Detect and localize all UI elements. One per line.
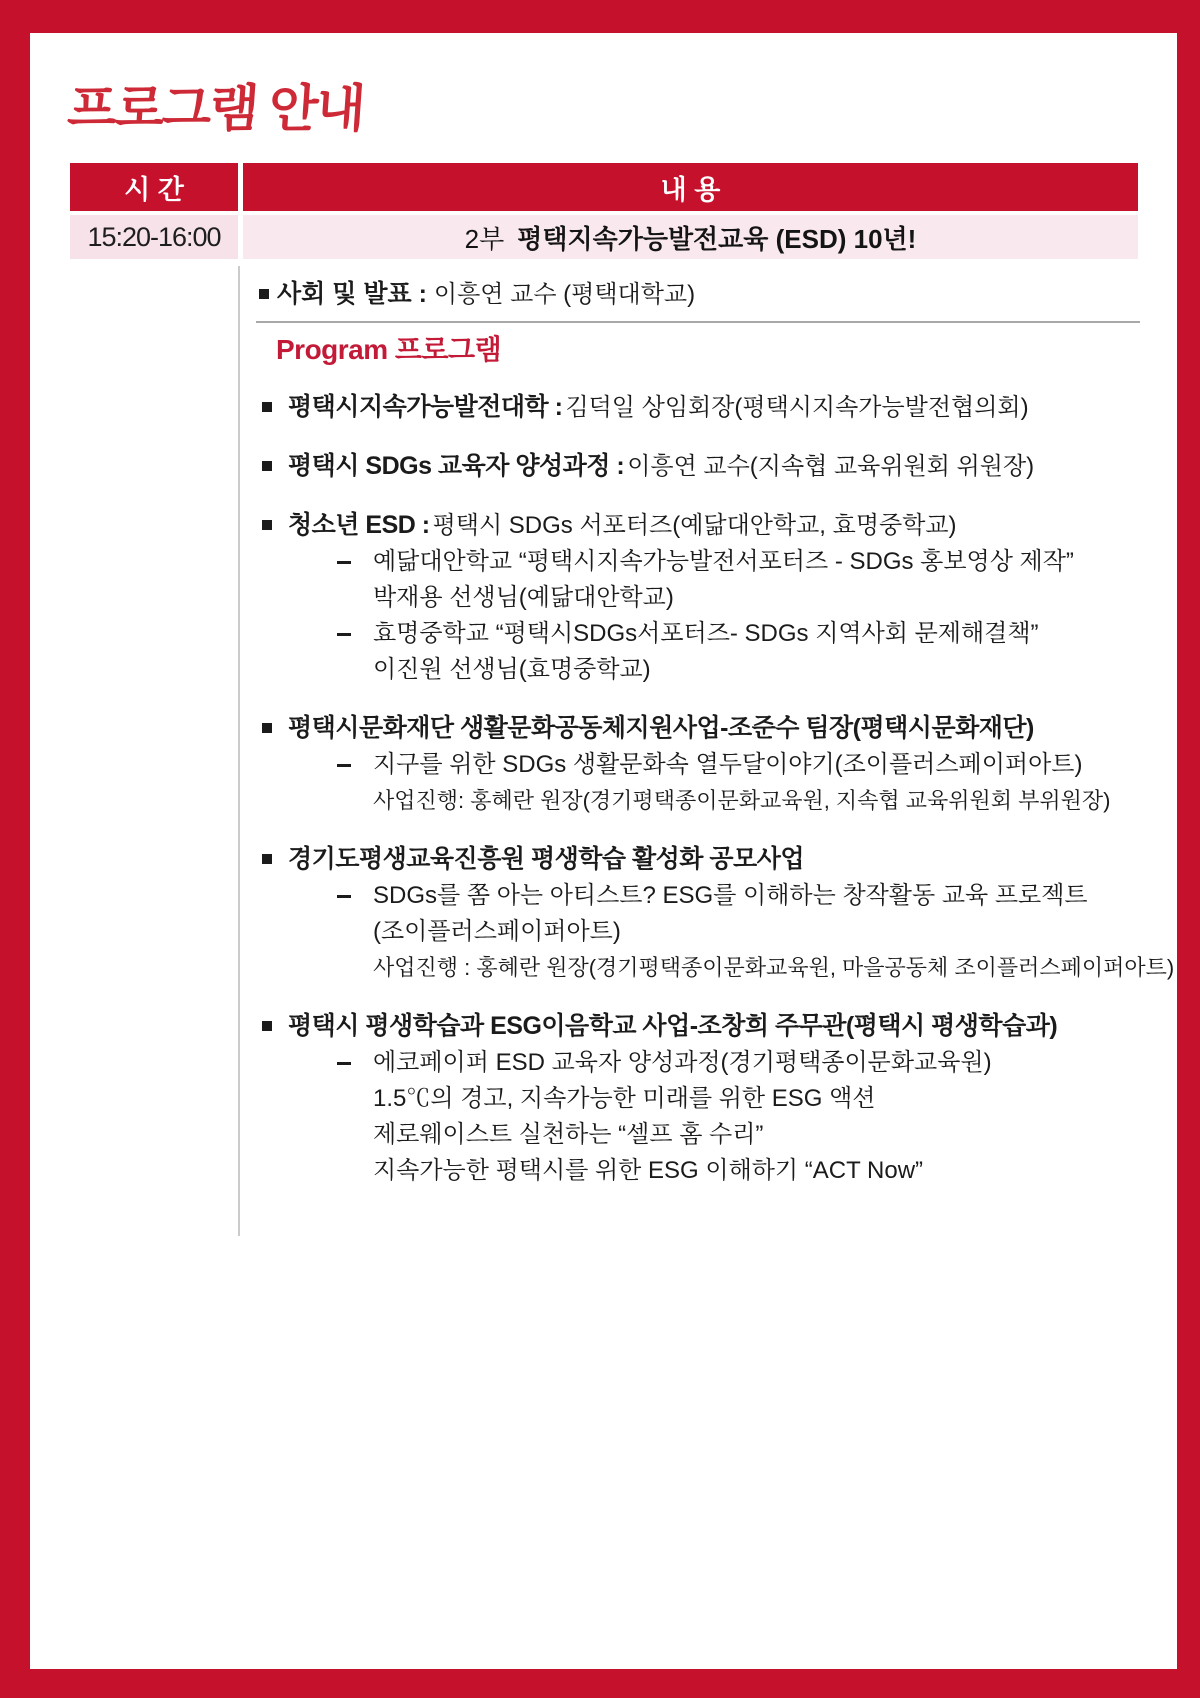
square-bullet-icon [259, 289, 269, 299]
program-item-title-bold: 평택시지속가능발전대학 : [288, 393, 563, 421]
program-subitem-text: 에코페이퍼 ESD 교육자 양성과정(경기평택종이문화교육원) [373, 1049, 992, 1076]
moderator-line [240, 276, 1140, 313]
program-subitem [240, 878, 1140, 914]
program-section [240, 448, 1140, 485]
program-item-title [240, 448, 1140, 485]
dash-icon [337, 1062, 351, 1065]
moderator-label: 사회 및 발표 : [277, 280, 427, 308]
program-item-title-bold: 평택시문화재단 생활문화공동체지원사업-조준수 팀장(평택시문화재단) [288, 714, 1034, 742]
col-header-content: 내 용 [243, 163, 1138, 211]
program-subitem-text: 지구를 위한 SDGs 생활문화속 열두달이야기(조이플러스페이퍼아트) [373, 751, 1083, 778]
program-subitem-text: 사업진행: 홍혜란 원장(경기평택종이문화교육원, 지속협 교육위원회 부위원장) [373, 788, 1111, 813]
program-subitem [240, 616, 1140, 652]
program-item-title [240, 389, 1140, 426]
program-item-title-rest: 이흥연 교수(지속협 교육위원회 위원장) [627, 453, 1035, 480]
program-item-title-bold: 평택시 SDGs 교육자 양성과정 : [288, 452, 625, 480]
program-subitem [240, 1081, 1140, 1117]
square-bullet-icon [262, 520, 272, 530]
square-bullet-icon [262, 723, 272, 733]
session-title [243, 215, 1138, 259]
program-subitem-text: SDGs를 쫌 아는 아티스트? ESG를 이해하는 창작활동 교육 프로젝트 [373, 882, 1088, 909]
program-subitem-text: 1.5℃의 경고, 지속가능한 미래를 위한 ESG 액션 [373, 1085, 876, 1112]
program-label: Program 프로그램 [276, 334, 502, 365]
program-subitem-text: 제로웨이스트 실천하는 “셀프 홈 수리” [373, 1121, 764, 1148]
program-subitem [240, 544, 1140, 580]
square-bullet-icon [262, 402, 272, 412]
square-bullet-icon [262, 461, 272, 471]
program-subitem [240, 914, 1140, 950]
divider-line [256, 321, 1140, 323]
program-item-title [240, 1008, 1140, 1045]
program-item-title-rest: 김덕일 상임회장(평택시지속가능발전협의회) [565, 394, 1029, 421]
program-section [240, 507, 1140, 688]
session-title-main: 평택지속가능발전교육 (ESD) 10년! [517, 223, 917, 254]
program-subitem [240, 652, 1140, 688]
table-row [70, 215, 1138, 259]
program-item-title-bold: 평택시 평생학습과 ESG이음학교 사업-조창희 주무관(평택시 평생학습과) [288, 1012, 1058, 1040]
program-item-title-rest: 평택시 SDGs 서포터즈(예닮대안학교, 효명중학교) [432, 512, 957, 539]
program-section [240, 710, 1140, 819]
program-details [238, 266, 1175, 1236]
program-section [240, 389, 1140, 426]
program-subitem [240, 1117, 1140, 1153]
program-item-title [240, 841, 1140, 878]
moderator-value: 이흥연 교수 (평택대학교) [433, 281, 696, 308]
program-subitem-text: 효명중학교 “평택시SDGs서포터즈- SDGs 지역사회 문제해결책” [373, 620, 1039, 647]
program-subitem [240, 1153, 1140, 1189]
schedule-table [70, 163, 1138, 259]
program-subitem [240, 580, 1140, 616]
program-subitem-text: 박재용 선생님(예닮대안학교) [373, 584, 674, 611]
program-subitem-text: 지속가능한 평택시를 위한 ESG 이해하기 “ACT Now” [373, 1157, 924, 1184]
dash-icon [337, 561, 351, 564]
program-subitem [240, 950, 1175, 986]
session-title-prefix: 2부 [464, 223, 505, 254]
square-bullet-icon [262, 854, 272, 864]
square-bullet-icon [262, 1021, 272, 1031]
program-subitem-text: 예닮대안학교 “평택시지속가능발전서포터즈 - SDGs 홍보영상 제작” [373, 548, 1074, 575]
program-sections [240, 389, 1175, 1189]
program-subitem [240, 783, 1140, 819]
page-inner [30, 33, 1177, 1669]
program-item-title [240, 710, 1140, 747]
program-subitem-text: (조이플러스페이퍼아트) [373, 918, 621, 945]
program-subitem-text: 사업진행 : 홍혜란 원장(경기평택종이문화교육원, 마을공동체 조이플러스페이퍼아트) [373, 955, 1175, 980]
program-subitem [240, 1045, 1140, 1081]
program-subitem-text: 이진원 선생님(효명중학교) [373, 656, 651, 683]
program-item-title [240, 507, 1140, 544]
session-time: 15:20-16:00 [70, 215, 238, 259]
dash-icon [337, 895, 351, 898]
program-section [240, 841, 1175, 986]
program-subitem [240, 747, 1140, 783]
program-section [240, 1008, 1140, 1189]
schedule-table-header [70, 163, 1138, 211]
col-header-time: 시 간 [70, 163, 238, 211]
dash-icon [337, 764, 351, 767]
page-title: 프로그램 안내 [65, 80, 366, 137]
dash-icon [337, 633, 351, 636]
program-item-title-bold: 청소년 ESD : [288, 511, 430, 539]
program-item-title-bold: 경기도평생교육진흥원 평생학습 활성화 공모사업 [288, 845, 804, 873]
